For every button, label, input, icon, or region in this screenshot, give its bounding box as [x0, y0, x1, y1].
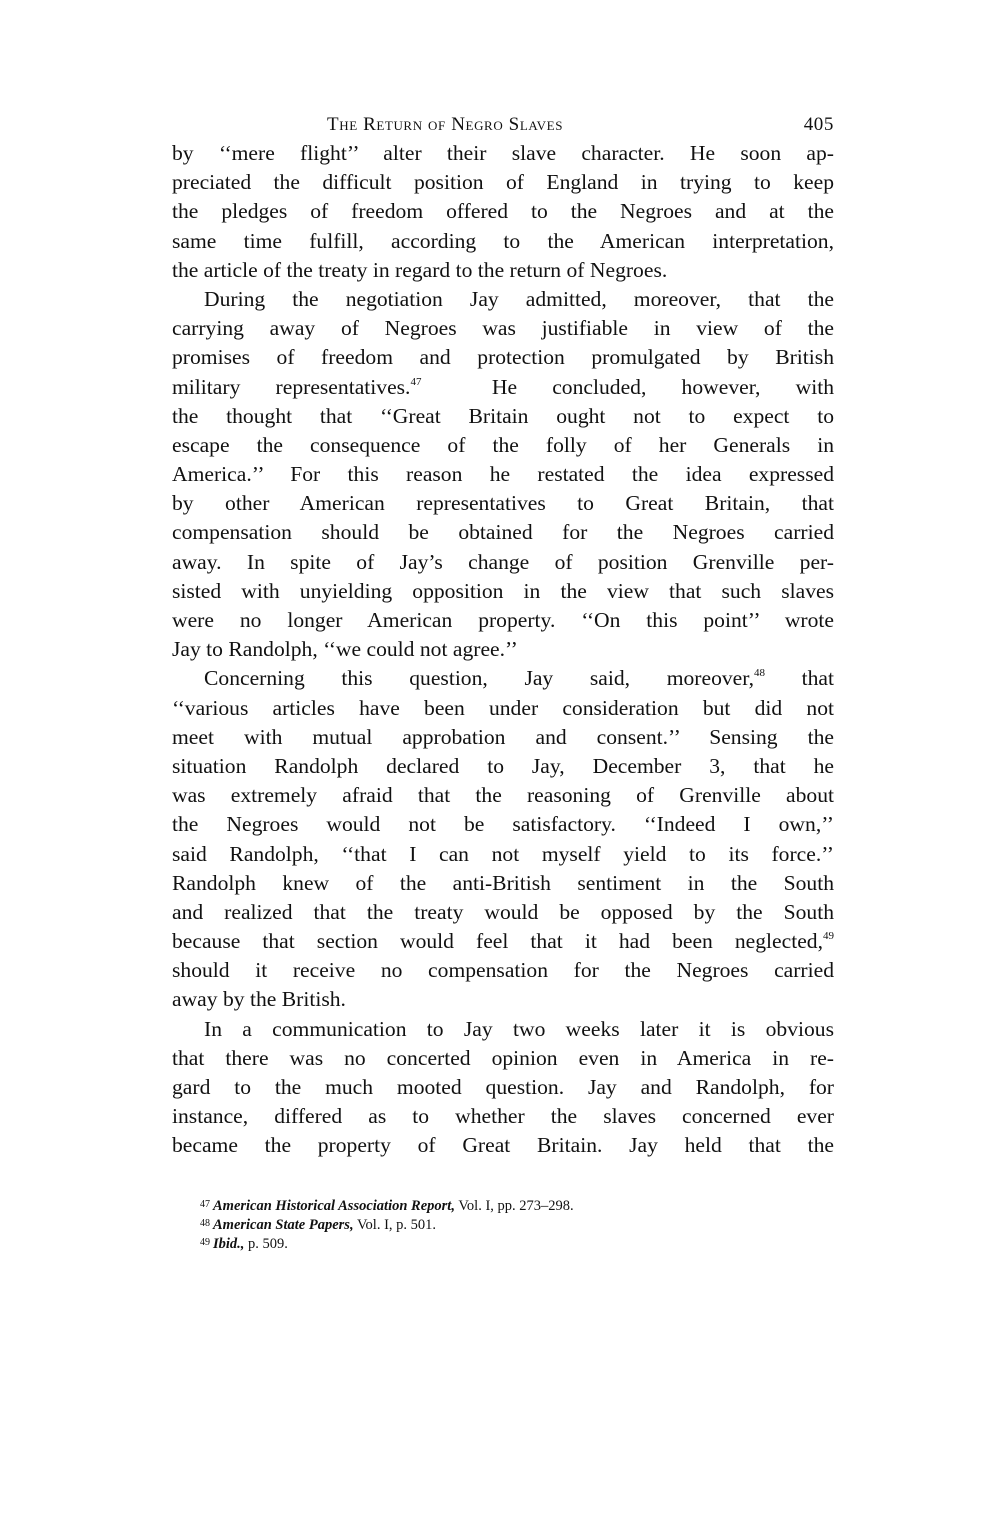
paragraph-start-line: In a communication to Jay two weeks later it is obvious: [204, 1016, 834, 1041]
text-line: instance, differed as to whether the slaves concerned ever: [172, 1104, 834, 1129]
text-segment: military representatives.: [172, 374, 411, 399]
footnote-number: 48: [200, 1218, 210, 1230]
footnote-source-title: American State Papers,: [213, 1217, 354, 1234]
text-line: escape the consequence of the folly of her Generals in: [172, 432, 834, 457]
text-line: by ‘‘mere flight’’ alter their slave character. He soon ap-: [172, 141, 834, 165]
text-line: by other American representatives to Great Britain, that: [172, 491, 834, 516]
text-line: said Randolph, ‘‘that I can not myself yield to its force.’’: [172, 841, 834, 866]
text-line: Jay to Randolph, ‘‘we could not agree.’’: [172, 637, 518, 662]
text-line: ‘‘various articles have been under consideration but did not: [172, 695, 834, 720]
body-text: [172, 139, 834, 1161]
paragraph-start-line: [172, 664, 834, 693]
text-line-with-note: [172, 373, 834, 402]
footnote-48: [200, 1215, 820, 1234]
footnote-source-title: American Historical Association Report,: [213, 1198, 455, 1214]
text-line: situation Randolph declared to Jay, December 3, that he: [172, 753, 834, 778]
text-line: became the property of Great Britain. Jay held that the: [172, 1133, 834, 1158]
text-line: same time fulfill, according to the American interpretation,: [172, 228, 834, 253]
text-line: promises of freedom and protection promulgated by British: [172, 345, 834, 370]
footnote-citation: Vol. I, p. 501.: [353, 1217, 437, 1234]
text-line: away by the British.: [172, 987, 346, 1012]
text-line: gard to the much mooted question. Jay and Randolph, for: [172, 1075, 834, 1099]
running-head: [172, 114, 834, 140]
footnote-47: [200, 1196, 820, 1215]
footnote-ref-49[interactable]: 49: [823, 930, 834, 943]
text-line: and realized that the treaty would be opposed by the South: [172, 899, 834, 924]
footnote-ref-47[interactable]: 47: [410, 375, 422, 388]
text-line: Randolph knew of the anti-British sentiment in the South: [172, 870, 834, 895]
text-line: carrying away of Negroes was justifiable in view of the: [172, 316, 834, 341]
text-line: preciated the difficult position of England in trying to keep: [172, 170, 834, 195]
text-segment: He concluded, however, with: [421, 374, 835, 399]
text-line: the article of the treaty in regard to the return of Negroes.: [172, 257, 668, 282]
text-segment: Concerning this question, Jay said, moreover,: [204, 666, 754, 691]
text-line: the pledges of freedom offered to the Negroes and at the: [172, 199, 834, 224]
footnote-citation: p. 509.: [244, 1236, 288, 1253]
footnote-citation: Vol. I, pp. 273–298.: [454, 1198, 574, 1214]
text-line: compensation should be obtained for the Negroes carried: [172, 520, 834, 545]
text-line: sisted with unyielding opposition in the view that such slaves: [172, 578, 834, 603]
text-line: meet with mutual approbation and consent.’’ Sensing the: [172, 724, 834, 749]
text-line: America.’’ For this reason he restated the idea expressed: [172, 462, 834, 487]
footnotes: [200, 1196, 820, 1254]
text-segment: that: [764, 666, 835, 691]
text-line: that there was no concerted opinion even in America in re-: [172, 1045, 834, 1070]
footnote-source-title: Ibid.,: [213, 1236, 245, 1253]
footnote-49: [200, 1234, 820, 1253]
text-segment: because that section would feel that it had been neglected,: [172, 929, 823, 954]
paragraph-start-line: During the negotiation Jay admitted, moreover, that the: [204, 286, 834, 311]
text-line-with-note: [172, 927, 834, 956]
footnote-number: 47: [200, 1199, 210, 1210]
text-line: were no longer American property. ‘‘On this point’’ wrote: [172, 608, 834, 632]
text-line: was extremely afraid that the reasoning of Grenville about: [172, 783, 834, 808]
text-line: away. In spite of Jay’s change of position Grenville per-: [172, 549, 834, 574]
text-line: should it receive no compensation for the Negroes carried: [172, 958, 834, 983]
running-title: The Return of Negro Slaves: [327, 114, 564, 135]
text-line: the thought that ‘‘Great Britain ought not to expect to: [172, 403, 834, 428]
text-line: the Negroes would not be satisfactory. ‘‘Indeed I own,’’: [172, 812, 834, 837]
footnote-ref-48[interactable]: 48: [753, 667, 765, 680]
footnote-number: 49: [200, 1237, 210, 1249]
page-number: 405: [803, 114, 834, 135]
